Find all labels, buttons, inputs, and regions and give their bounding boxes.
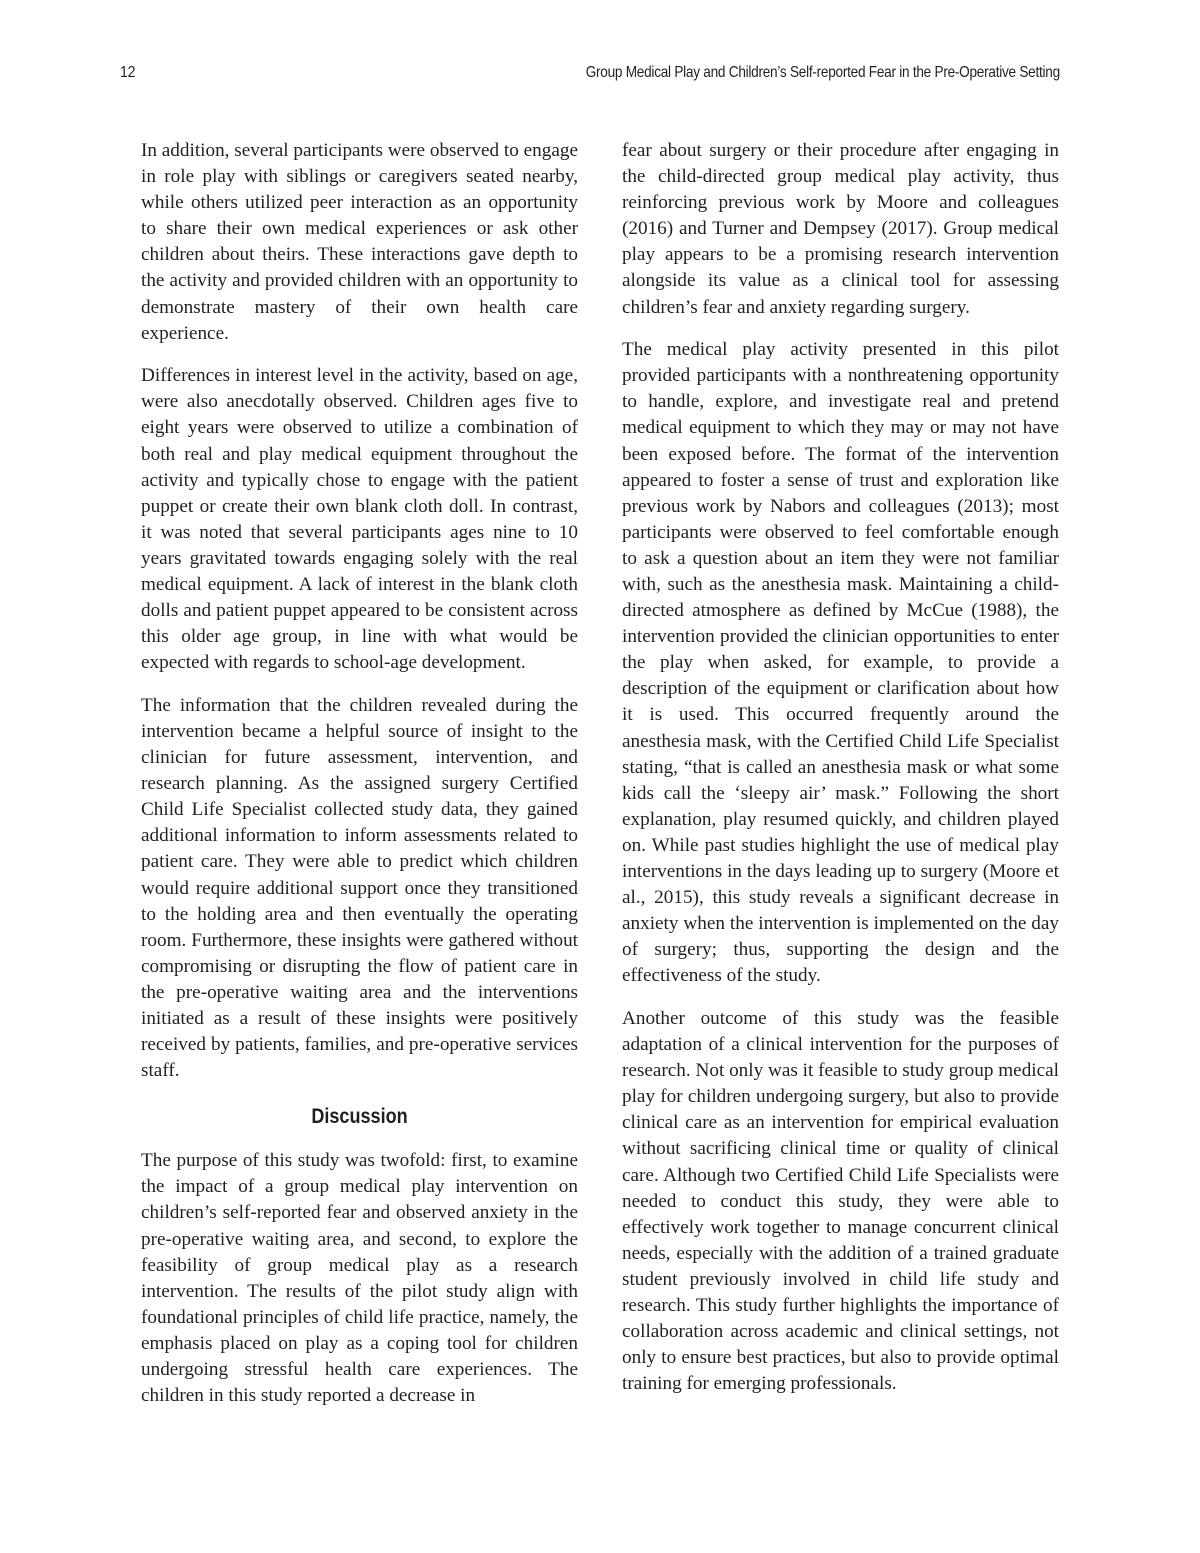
body-paragraph: Another outcome of this study was the feasible adaptation of a clinical intervention for the purposes of research. Not only was it feasible to study group medical play for children undergoing surgery, but also to provide clinical care as an intervention for empirical evaluation without sacrificing clinical time or quality of clinical care. Although two Certified Child Life Specialists were needed to conduct this study, they were able to effectively work together to manage concurrent clinical needs, especially with the addition of a trained graduate student previously involved in child life study and research. This study further highlights the importance of collaboration across academic and clinical settings, not only to ensure best practices, but also to provide optimal training for emerging professionals. xyxy=(622,1008,1059,1395)
running-title: Group Medical Play and Children’s Self-reported Fear in the Pre-Operative Setting xyxy=(585,64,1060,81)
section-heading-discussion: Discussion xyxy=(311,1105,408,1129)
body-paragraph: The purpose of this study was twofold: first, to examine the impact of a group medical play intervention on children’s self-reported fear and observed anxiety in the pre-operative waiting area, and second, to explore the feasibility of group medical play as a research intervention. The results of the pilot study align with foundational principles of child life practice, namely, the emphasis placed on play as a coping tool for children undergoing stressful health care experiences. The children in this study reported a decrease in xyxy=(141,1150,578,1407)
body-paragraph: fear about surgery or their procedure after engaging in the child-directed group medical play activity, thus reinforcing previous work by Moore and colleagues (2016) and Turner and Dempsey (2017). Group medical play appears to be a promising research intervention alongside its value as a clinical tool for assessing children’s fear and anxiety regarding surgery. xyxy=(622,140,1059,318)
running-header xyxy=(120,64,1060,88)
right-column xyxy=(622,138,1059,1414)
body-paragraph: The medical play activity presented in this pilot provided participants with a nonthreatening opportunity to handle, explore, and investigate real and pretend medical equipment to which they may or may not have been exposed before. The format of the intervention appeared to foster a sense of trust and exploration like previous work by Nabors and colleagues (2013); most participants were observed to feel comfortable enough to ask a question about an item they were not familiar with, such as the anesthesia mask. Maintaining a child-directed atmosphere as defined by McCue (1988), the intervention provided the clinician opportunities to enter the play when asked, for example, to provide a description of the equipment or clarification about how it is used. This occurred frequently around the anesthesia mask, with the Certified Child Life Specialist stating, “that is called an anesthesia mask or what some kids call the ‘sleepy air’ mask.” Following the short explanation, play resumed quickly, and children played on. While past studies highlight the use of medical play interventions in the days leading up to surgery (Moore et al., 2015), this study reveals a significant decrease in anxiety when the intervention is implemented on the day of surgery; thus, supporting the design and the effectiveness of the study. xyxy=(622,339,1059,987)
left-column xyxy=(141,138,578,1426)
page-number: 12 xyxy=(120,64,136,81)
body-paragraph: Differences in interest level in the activity, based on age, were also anecdotally observed. Children ages five to eight years were observed to utilize a combination of both real and play medical equipment throughout the activity and typically chose to engage with the patient puppet or create their own blank cloth doll. In contrast, it was noted that several participants ages nine to 10 years gravitated towards engaging solely with the real medical equipment. A lack of interest in the blank cloth dolls and patient puppet appeared to be consistent across this older age group, in line with what would be expected with regards to school-age development. xyxy=(141,365,578,674)
body-paragraph: The information that the children revealed during the intervention became a helpful source of insight to the clinician for future assessment, intervention, and research planning. As the assigned surgery Certified Child Life Specialist collected study data, they gained additional information to inform assessments related to patient care. They were able to predict which children would require additional support once they transitioned to the holding area and then eventually the operating room. Furthermore, these insights were gathered without compromising or disrupting the flow of patient care in the pre-operative waiting area and the interventions initiated as a result of these insights were positively received by patients, families, and pre-operative services staff. xyxy=(141,694,578,1082)
body-paragraph: In addition, several participants were observed to engage in role play with siblings or caregivers seated nearby, while others utilized peer interaction as an opportunity to share their own medical experiences or ask other children about theirs. These interactions gave depth to the activity and provided children with an opportunity to demonstrate mastery of their own health care experience. xyxy=(141,140,578,344)
